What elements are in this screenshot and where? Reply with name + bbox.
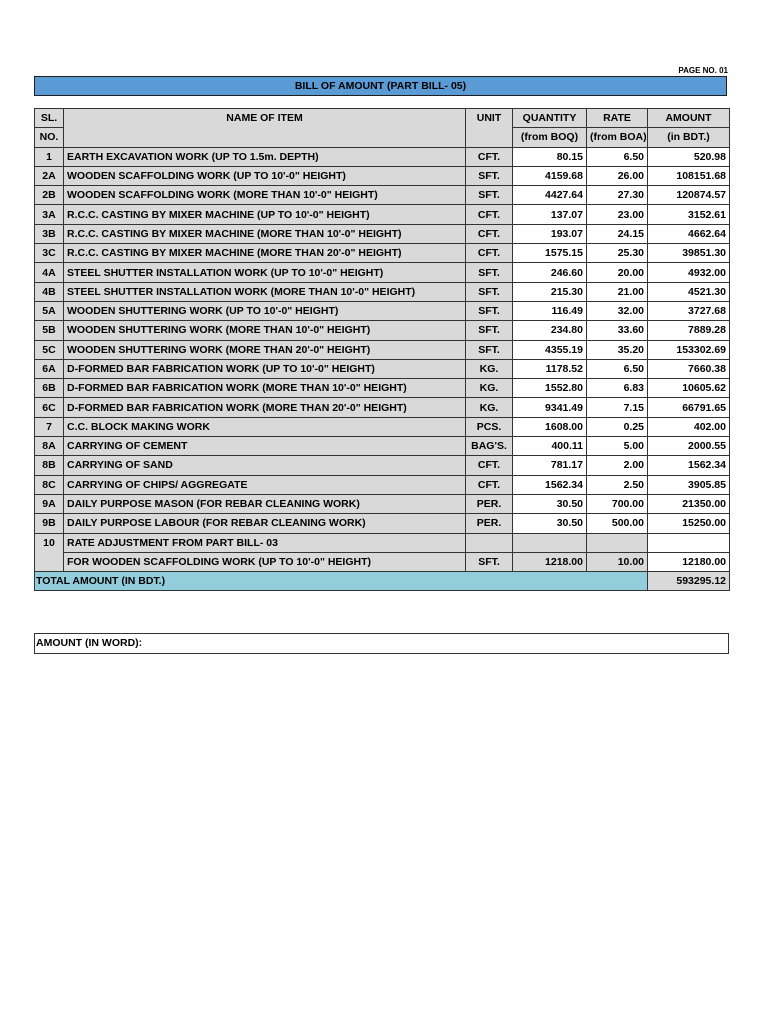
item-name: CARRYING OF SAND bbox=[64, 456, 466, 475]
amount-cell: 4662.64 bbox=[648, 224, 730, 243]
amount-cell: 12180.00 bbox=[648, 552, 730, 571]
sl-cell: 3B bbox=[35, 224, 64, 243]
item-name: D-FORMED BAR FABRICATION WORK (MORE THAN 20'-0" HEIGHT) bbox=[64, 398, 466, 417]
rate-cell: 0.25 bbox=[587, 417, 648, 436]
amount-cell: 108151.68 bbox=[648, 166, 730, 185]
rate-cell: 32.00 bbox=[587, 301, 648, 320]
header-row bbox=[35, 109, 730, 128]
qty-cell: 9341.49 bbox=[513, 398, 587, 417]
unit-cell: SFT. bbox=[466, 321, 513, 340]
bill-table bbox=[34, 108, 730, 591]
amount-cell: 120874.57 bbox=[648, 186, 730, 205]
item-name: CARRYING OF CHIPS/ AGGREGATE bbox=[64, 475, 466, 494]
sl-cell: 8A bbox=[35, 437, 64, 456]
bill-table-body bbox=[35, 109, 730, 148]
table-row bbox=[35, 475, 730, 494]
item-name: WOODEN SHUTTERING WORK (MORE THAN 10'-0" HEIGHT) bbox=[64, 321, 466, 340]
unit-cell: SFT. bbox=[466, 166, 513, 185]
rate-cell: 35.20 bbox=[587, 340, 648, 359]
rate-cell: 10.00 bbox=[587, 552, 648, 571]
table-row bbox=[35, 552, 730, 571]
sl-cell: 4A bbox=[35, 263, 64, 282]
table-row bbox=[35, 205, 730, 224]
rate-cell-empty bbox=[587, 533, 648, 552]
unit-cell: CFT. bbox=[466, 224, 513, 243]
qty-cell: 1562.34 bbox=[513, 475, 587, 494]
qty-cell: 1608.00 bbox=[513, 417, 587, 436]
sl-cell: 5A bbox=[35, 301, 64, 320]
unit-cell: PCS. bbox=[466, 417, 513, 436]
table-row bbox=[35, 514, 730, 533]
unit-cell: CFT. bbox=[466, 244, 513, 263]
rate-cell: 26.00 bbox=[587, 166, 648, 185]
unit-cell: SFT. bbox=[466, 186, 513, 205]
qty-cell: 4355.19 bbox=[513, 340, 587, 359]
rate-cell: 5.00 bbox=[587, 437, 648, 456]
item-name: R.C.C. CASTING BY MIXER MACHINE (UP TO 10'-0" HEIGHT) bbox=[64, 205, 466, 224]
item-name: C.C. BLOCK MAKING WORK bbox=[64, 417, 466, 436]
sl-cell: 5B bbox=[35, 321, 64, 340]
sl-cell: 9B bbox=[35, 514, 64, 533]
unit-cell: BAG'S. bbox=[466, 437, 513, 456]
unit-cell: PER. bbox=[466, 514, 513, 533]
unit-cell: SFT. bbox=[466, 340, 513, 359]
table-row bbox=[35, 147, 730, 166]
amount-cell: 2000.55 bbox=[648, 437, 730, 456]
sl-cell: 2A bbox=[35, 166, 64, 185]
table-row bbox=[35, 340, 730, 359]
unit-cell: PER. bbox=[466, 494, 513, 513]
table-row bbox=[35, 359, 730, 378]
unit-cell: SFT. bbox=[466, 282, 513, 301]
table-row bbox=[35, 437, 730, 456]
header-name: NAME OF ITEM bbox=[64, 109, 466, 148]
qty-cell: 116.49 bbox=[513, 301, 587, 320]
sl-cell: 1 bbox=[35, 147, 64, 166]
rate-cell: 6.50 bbox=[587, 359, 648, 378]
amount-cell: 39851.30 bbox=[648, 244, 730, 263]
qty-cell: 80.15 bbox=[513, 147, 587, 166]
sl-cell: 10 bbox=[35, 533, 64, 572]
item-name: R.C.C. CASTING BY MIXER MACHINE (MORE THAN 10'-0" HEIGHT) bbox=[64, 224, 466, 243]
qty-cell: 1575.15 bbox=[513, 244, 587, 263]
item-name: WOODEN SHUTTERING WORK (UP TO 10'-0" HEIGHT) bbox=[64, 301, 466, 320]
unit-cell: SFT. bbox=[466, 301, 513, 320]
rate-cell: 27.30 bbox=[587, 186, 648, 205]
unit-cell: SFT. bbox=[466, 552, 513, 571]
unit-cell-empty bbox=[466, 533, 513, 552]
rate-cell: 20.00 bbox=[587, 263, 648, 282]
table-row bbox=[35, 186, 730, 205]
rate-cell: 21.00 bbox=[587, 282, 648, 301]
header-rate: RATE bbox=[587, 109, 648, 128]
amount-cell: 520.98 bbox=[648, 147, 730, 166]
amount-cell-empty bbox=[648, 533, 730, 552]
rate-cell: 33.60 bbox=[587, 321, 648, 340]
table-row bbox=[35, 321, 730, 340]
sl-cell: 4B bbox=[35, 282, 64, 301]
rate-cell: 7.15 bbox=[587, 398, 648, 417]
item-name: RATE ADJUSTMENT FROM PART BILL- 03 bbox=[64, 533, 466, 552]
header-quantity: QUANTITY bbox=[513, 109, 587, 128]
sl-cell: 5C bbox=[35, 340, 64, 359]
amount-cell: 7660.38 bbox=[648, 359, 730, 378]
header-quantity-source: (from BOQ) bbox=[513, 128, 587, 147]
item-name: STEEL SHUTTER INSTALLATION WORK (MORE THAN 10'-0" HEIGHT) bbox=[64, 282, 466, 301]
amount-cell: 402.00 bbox=[648, 417, 730, 436]
qty-cell: 1552.80 bbox=[513, 379, 587, 398]
sl-cell: 6A bbox=[35, 359, 64, 378]
item-name: D-FORMED BAR FABRICATION WORK (MORE THAN 10'-0" HEIGHT) bbox=[64, 379, 466, 398]
item-name: WOODEN SCAFFOLDING WORK (UP TO 10'-0" HEIGHT) bbox=[64, 166, 466, 185]
item-rows bbox=[35, 147, 730, 533]
qty-cell: 246.60 bbox=[513, 263, 587, 282]
table-row bbox=[35, 379, 730, 398]
unit-cell: KG. bbox=[466, 398, 513, 417]
header-amount-unit: (in BDT.) bbox=[648, 128, 730, 147]
sl-cell: 3A bbox=[35, 205, 64, 224]
amount-cell: 4521.30 bbox=[648, 282, 730, 301]
amount-cell: 66791.65 bbox=[648, 398, 730, 417]
row10-block bbox=[35, 533, 730, 591]
qty-cell: 30.50 bbox=[513, 494, 587, 513]
header-rate-source: (from BOA) bbox=[587, 128, 648, 147]
unit-cell: CFT. bbox=[466, 147, 513, 166]
qty-cell: 137.07 bbox=[513, 205, 587, 224]
sl-cell: 2B bbox=[35, 186, 64, 205]
amount-cell: 15250.00 bbox=[648, 514, 730, 533]
total-amount: 593295.12 bbox=[648, 572, 730, 591]
table-row bbox=[35, 282, 730, 301]
qty-cell: 215.30 bbox=[513, 282, 587, 301]
amount-cell: 7889.28 bbox=[648, 321, 730, 340]
amount-cell: 3152.61 bbox=[648, 205, 730, 224]
sl-cell: 8C bbox=[35, 475, 64, 494]
amount-cell: 153302.69 bbox=[648, 340, 730, 359]
qty-cell: 234.80 bbox=[513, 321, 587, 340]
qty-cell: 30.50 bbox=[513, 514, 587, 533]
sl-cell: 9A bbox=[35, 494, 64, 513]
qty-cell-empty bbox=[513, 533, 587, 552]
rate-cell: 6.83 bbox=[587, 379, 648, 398]
rate-cell: 23.00 bbox=[587, 205, 648, 224]
table-row bbox=[35, 398, 730, 417]
qty-cell: 1178.52 bbox=[513, 359, 587, 378]
rate-cell: 24.15 bbox=[587, 224, 648, 243]
qty-cell: 1218.00 bbox=[513, 552, 587, 571]
table-row bbox=[35, 456, 730, 475]
header-sl: SL. bbox=[35, 109, 64, 128]
unit-cell: CFT. bbox=[466, 475, 513, 494]
qty-cell: 4159.68 bbox=[513, 166, 587, 185]
rate-cell: 6.50 bbox=[587, 147, 648, 166]
item-name: CARRYING OF CEMENT bbox=[64, 437, 466, 456]
sl-cell: 7 bbox=[35, 417, 64, 436]
sl-cell: 6C bbox=[35, 398, 64, 417]
unit-cell: SFT. bbox=[466, 263, 513, 282]
sl-cell: 8B bbox=[35, 456, 64, 475]
item-name: DAILY PURPOSE MASON (FOR REBAR CLEANING WORK) bbox=[64, 494, 466, 513]
table-row bbox=[35, 494, 730, 513]
table-row bbox=[35, 301, 730, 320]
amount-cell: 1562.34 bbox=[648, 456, 730, 475]
item-name: DAILY PURPOSE LABOUR (FOR REBAR CLEANING WORK) bbox=[64, 514, 466, 533]
rate-cell: 700.00 bbox=[587, 494, 648, 513]
table-row bbox=[35, 417, 730, 436]
table-row bbox=[35, 166, 730, 185]
item-name: STEEL SHUTTER INSTALLATION WORK (UP TO 10'-0" HEIGHT) bbox=[64, 263, 466, 282]
header-amount: AMOUNT bbox=[648, 109, 730, 128]
sl-cell: 6B bbox=[35, 379, 64, 398]
header-unit: UNIT bbox=[466, 109, 513, 148]
total-label: TOTAL AMOUNT (IN BDT.) bbox=[35, 572, 648, 591]
amount-cell: 3727.68 bbox=[648, 301, 730, 320]
amount-cell: 10605.62 bbox=[648, 379, 730, 398]
amount-in-word: AMOUNT (IN WORD): bbox=[34, 633, 729, 654]
item-name: WOODEN SHUTTERING WORK (MORE THAN 20'-0" HEIGHT) bbox=[64, 340, 466, 359]
unit-cell: KG. bbox=[466, 379, 513, 398]
header-no: NO. bbox=[35, 128, 64, 147]
table-row bbox=[35, 263, 730, 282]
rate-cell: 2.50 bbox=[587, 475, 648, 494]
rate-cell: 500.00 bbox=[587, 514, 648, 533]
item-name: WOODEN SCAFFOLDING WORK (MORE THAN 10'-0" HEIGHT) bbox=[64, 186, 466, 205]
qty-cell: 4427.64 bbox=[513, 186, 587, 205]
table-row bbox=[35, 244, 730, 263]
item-name: D-FORMED BAR FABRICATION WORK (UP TO 10'-0" HEIGHT) bbox=[64, 359, 466, 378]
unit-cell: CFT. bbox=[466, 456, 513, 475]
unit-cell: KG. bbox=[466, 359, 513, 378]
page-number: PAGE NO. 01 bbox=[678, 66, 728, 75]
unit-cell: CFT. bbox=[466, 205, 513, 224]
qty-cell: 400.11 bbox=[513, 437, 587, 456]
bill-title: BILL OF AMOUNT (PART BILL- 05) bbox=[34, 76, 727, 96]
rate-cell: 2.00 bbox=[587, 456, 648, 475]
table-row bbox=[35, 224, 730, 243]
sl-cell: 3C bbox=[35, 244, 64, 263]
amount-cell: 3905.85 bbox=[648, 475, 730, 494]
amount-cell: 21350.00 bbox=[648, 494, 730, 513]
item-name: R.C.C. CASTING BY MIXER MACHINE (MORE THAN 20'-0" HEIGHT) bbox=[64, 244, 466, 263]
amount-cell: 4932.00 bbox=[648, 263, 730, 282]
total-row bbox=[35, 572, 730, 591]
qty-cell: 193.07 bbox=[513, 224, 587, 243]
rate-cell: 25.30 bbox=[587, 244, 648, 263]
qty-cell: 781.17 bbox=[513, 456, 587, 475]
table-row bbox=[35, 533, 730, 552]
item-name: EARTH EXCAVATION WORK (UP TO 1.5m. DEPTH) bbox=[64, 147, 466, 166]
item-name: FOR WOODEN SCAFFOLDING WORK (UP TO 10'-0" HEIGHT) bbox=[64, 552, 466, 571]
